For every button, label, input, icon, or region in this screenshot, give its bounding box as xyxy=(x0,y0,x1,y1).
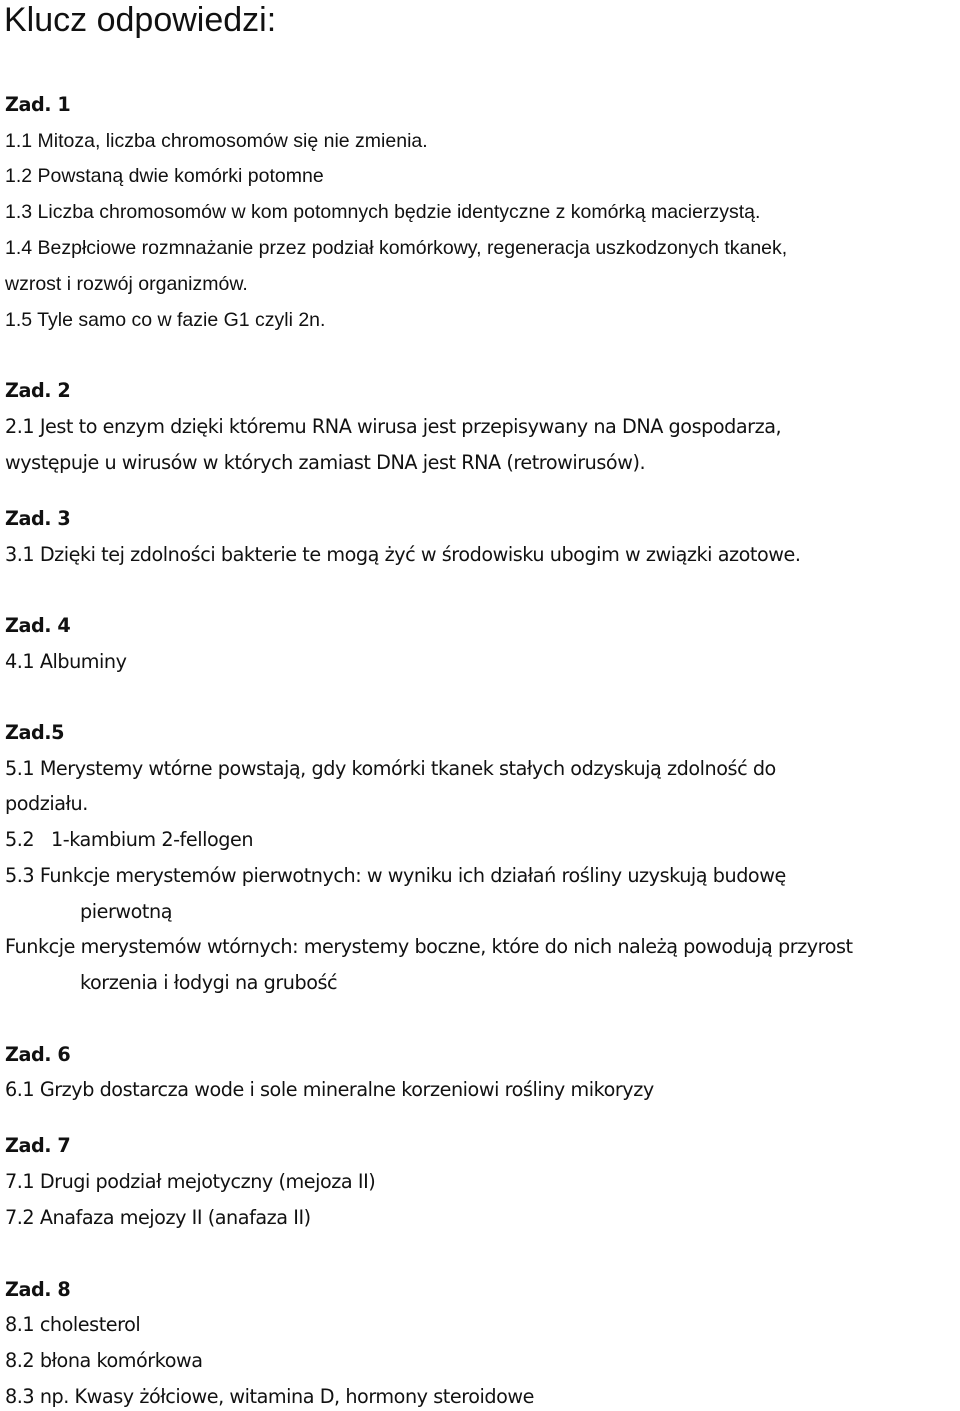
answer-5-1-line-1: 5.1 Merystemy wtórne powstają, gdy komórki tkanek stałych odzyskują zdolność do xyxy=(5,757,776,780)
answer-5-1-line-2: podziału. xyxy=(5,792,88,815)
task-3-heading: Zad. 3 xyxy=(5,507,71,530)
answer-5-3-line-2: pierwotną xyxy=(80,900,173,923)
task-2-heading: Zad. 2 xyxy=(5,379,71,402)
answer-8-2: 8.2 błona komórkowa xyxy=(5,1349,203,1372)
task-8-heading: Zad. 8 xyxy=(5,1278,71,1301)
task-6-heading: Zad. 6 xyxy=(5,1043,71,1066)
answer-8-1: 8.1 cholesterol xyxy=(5,1313,141,1336)
answer-1-1: 1.1 Mitoza, liczba chromosomów się nie zmienia. xyxy=(5,130,428,152)
task-4-heading: Zad. 4 xyxy=(5,614,71,637)
answer-5-3-line-1: 5.3 Funkcje merystemów pierwotnych: w wyniku ich działań rośliny uzyskują budowę xyxy=(5,864,786,887)
answer-7-1: 7.1 Drugi podział mejotyczny (mejoza II) xyxy=(5,1170,376,1193)
task-5-heading: Zad.5 xyxy=(5,721,64,744)
answer-1-3: 1.3 Liczba chromosomów w kom potomnych będzie identyczne z komórką macierzystą. xyxy=(5,201,761,223)
answer-6-1: 6.1 Grzyb dostarcza wode i sole mineralne korzeniowi rośliny mikoryzy xyxy=(5,1078,654,1101)
answer-5-3-line-4: korzenia i łodygi na grubość xyxy=(80,971,338,994)
task-1-heading: Zad. 1 xyxy=(5,93,71,116)
answer-8-3: 8.3 np. Kwasy żółciowe, witamina D, hormony steroidowe xyxy=(5,1385,535,1408)
answer-4-1: 4.1 Albuminy xyxy=(5,650,127,673)
answer-1-4-line-2: wzrost i rozwój organizmów. xyxy=(5,273,248,295)
page-title: Klucz odpowiedzi: xyxy=(4,1,277,39)
answer-1-4-line-1: 1.4 Bezpłciowe rozmnażanie przez podział komórkowy, regeneracja uszkodzonych tkanek, xyxy=(5,237,788,259)
answer-2-1-line-2: występuje u wirusów w których zamiast DNA jest RNA (retrowirusów). xyxy=(5,451,646,474)
answer-5-2-number: 5.2 xyxy=(5,828,35,851)
answer-1-5: 1.5 Tyle samo co w fazie G1 czyli 2n. xyxy=(5,309,326,331)
task-7-heading: Zad. 7 xyxy=(5,1134,71,1157)
answer-1-2: 1.2 Powstaną dwie komórki potomne xyxy=(5,165,324,187)
answer-3-1: 3.1 Dzięki tej zdolności bakterie te mogą żyć w środowisku ubogim w związki azotowe. xyxy=(5,543,801,566)
answer-2-1-line-1: 2.1 Jest to enzym dzięki któremu RNA wirusa jest przepisywany na DNA gospodarza, xyxy=(5,415,782,438)
answer-5-2-text: 1-kambium 2-fellogen xyxy=(51,828,254,851)
answer-5-3-line-3: Funkcje merystemów wtórnych: merystemy boczne, które do nich należą powodują przyrost xyxy=(5,935,853,958)
answer-7-2: 7.2 Anafaza mejozy II (anafaza II) xyxy=(5,1206,311,1229)
answer-5-2 xyxy=(5,828,253,852)
